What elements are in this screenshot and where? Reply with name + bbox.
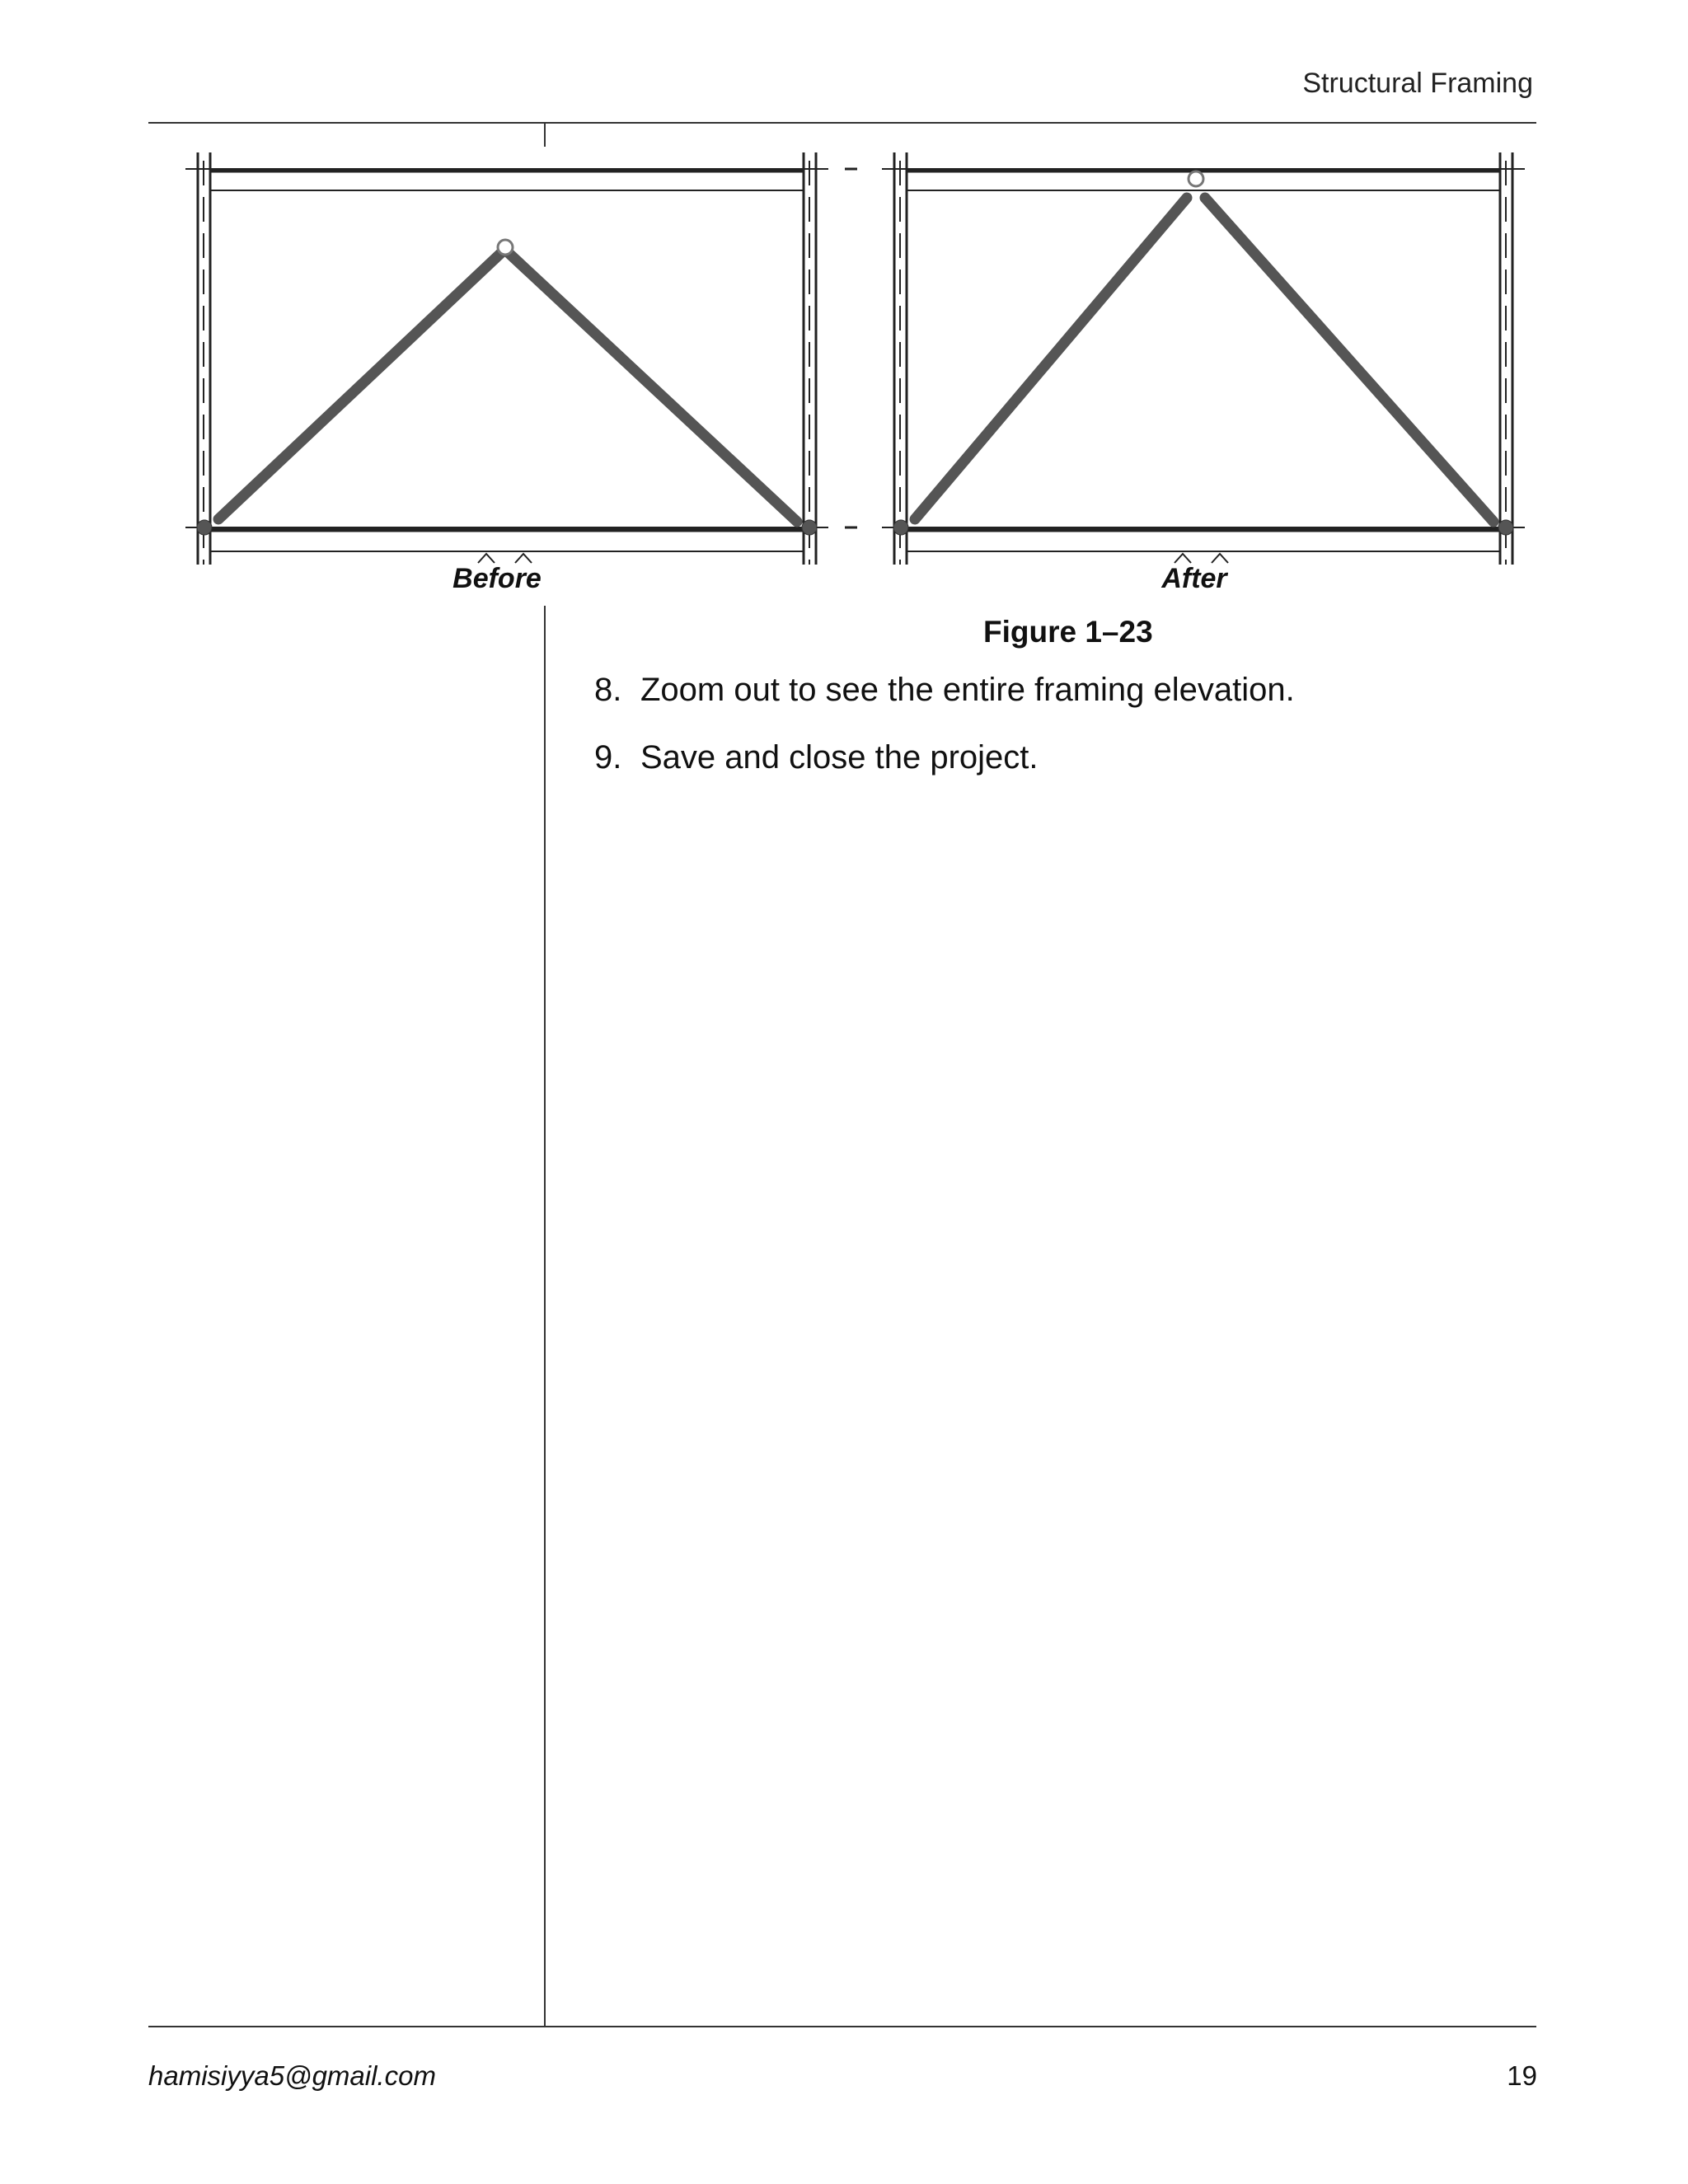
step-text: Zoom out to see the entire framing elevation. — [640, 672, 1295, 708]
page-number: 19 — [1507, 2060, 1537, 2091]
step-item — [594, 672, 1295, 709]
margin-rule — [544, 606, 546, 2027]
step-number: 9. — [594, 739, 622, 776]
step-number: 8. — [594, 672, 622, 708]
after-label: After — [1161, 563, 1227, 594]
framing-elevation-figure — [181, 152, 1533, 598]
header-rule — [148, 122, 1536, 124]
figure-caption: Figure 1–23 — [983, 615, 1153, 649]
before-elevation — [185, 152, 828, 565]
before-label: Before — [452, 563, 542, 594]
footer-email: hamisiyya5@gmail.com — [148, 2060, 436, 2091]
footer-rule — [148, 2026, 1536, 2027]
step-text: Save and close the project. — [640, 739, 1039, 776]
after-elevation — [882, 152, 1525, 565]
step-item — [594, 739, 1039, 776]
margin-tick — [544, 122, 546, 147]
running-header: Structural Framing — [1302, 68, 1533, 99]
